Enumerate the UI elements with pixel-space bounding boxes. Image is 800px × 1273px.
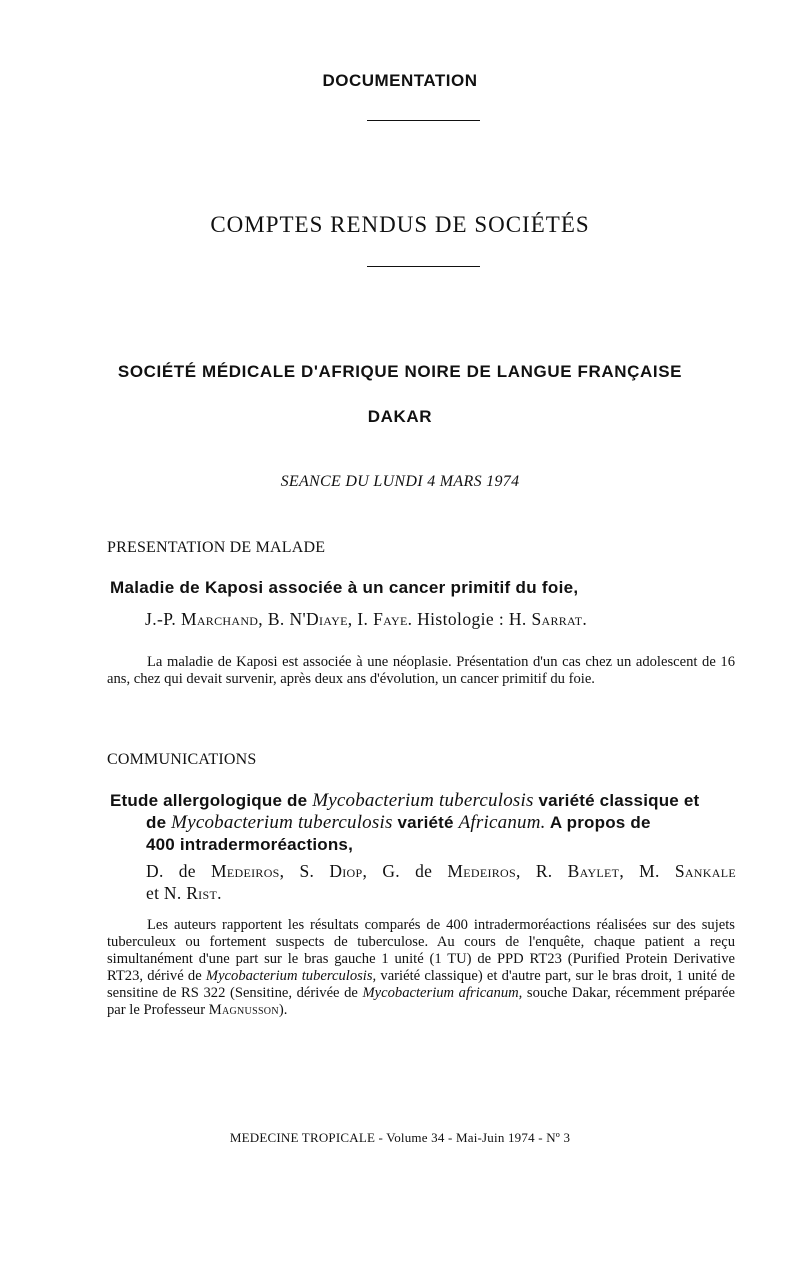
session-date: SEANCE DU LUNDI 4 MARS 1974 [280,473,520,490]
article-abstract: Les auteurs rapportent les résultats comparés de 400 intradermoréactions réalisées sur des sujets tuberculeux ou fortement suspects de tuberculose. Au cours de l'enquête, chaque patient a reçu simultanément d'une part sur le bras gauche 1 unité (1 TU) de PPD RT23 (Purified Protein Derivative RT23, dérivé de Mycobacterium tuberculosis, variété classique) et d'autre part, sur le bras droit, 1 unité de sensitine de RS 322 (Sensitine, dérivée de Mycobacterium africanum, souche Dakar, récemment préparée par le Professeur Magnusson). [107,917,735,1018]
page-title: COMPTES RENDUS DE SOCIÉTÉS [210,212,590,237]
article-authors: D. de Medeiros, S. Diop, G. de Medeiros, R. Baylet, M. Sankale [146,861,736,881]
section-presentation-heading: PRESENTATION DE MALADE [107,539,326,556]
section-heading: DOCUMENTATION [322,71,478,90]
divider [367,120,480,121]
society-city: DAKAR [367,407,433,426]
article-authors: J.-P. Marchand, B. N'Diaye, I. Faye. Histologie : H. Sarrat. [145,609,588,629]
title-line: 400 intradermoréactions, [146,835,353,854]
society-name: SOCIÉTÉ MÉDICALE D'AFRIQUE NOIRE DE LANGUE FRANÇAISE [117,362,683,381]
article-authors-cont: et N. Rist. [146,883,222,903]
article-title [110,790,740,856]
section-communications-heading: COMMUNICATIONS [107,751,257,768]
article-title: Maladie de Kaposi associée à un cancer primitif du foie, [110,578,579,597]
article-abstract: La maladie de Kaposi est associée à une néoplasie. Présentation d'un cas chez un adolescent de 16 ans, chez qui devait survenir, après deux ans d'évolution, un cancer primitif du foie. [107,654,735,687]
title-line: Etude allergologique de Mycobacterium tuberculosis variété classique et [110,790,700,811]
divider [367,266,480,267]
page-footer: MEDECINE TROPICALE - Volume 34 - Mai-Juin 1974 - Nº 3 [229,1130,571,1145]
title-line: de Mycobacterium tuberculosis variété Africanum. A propos de [146,812,651,833]
